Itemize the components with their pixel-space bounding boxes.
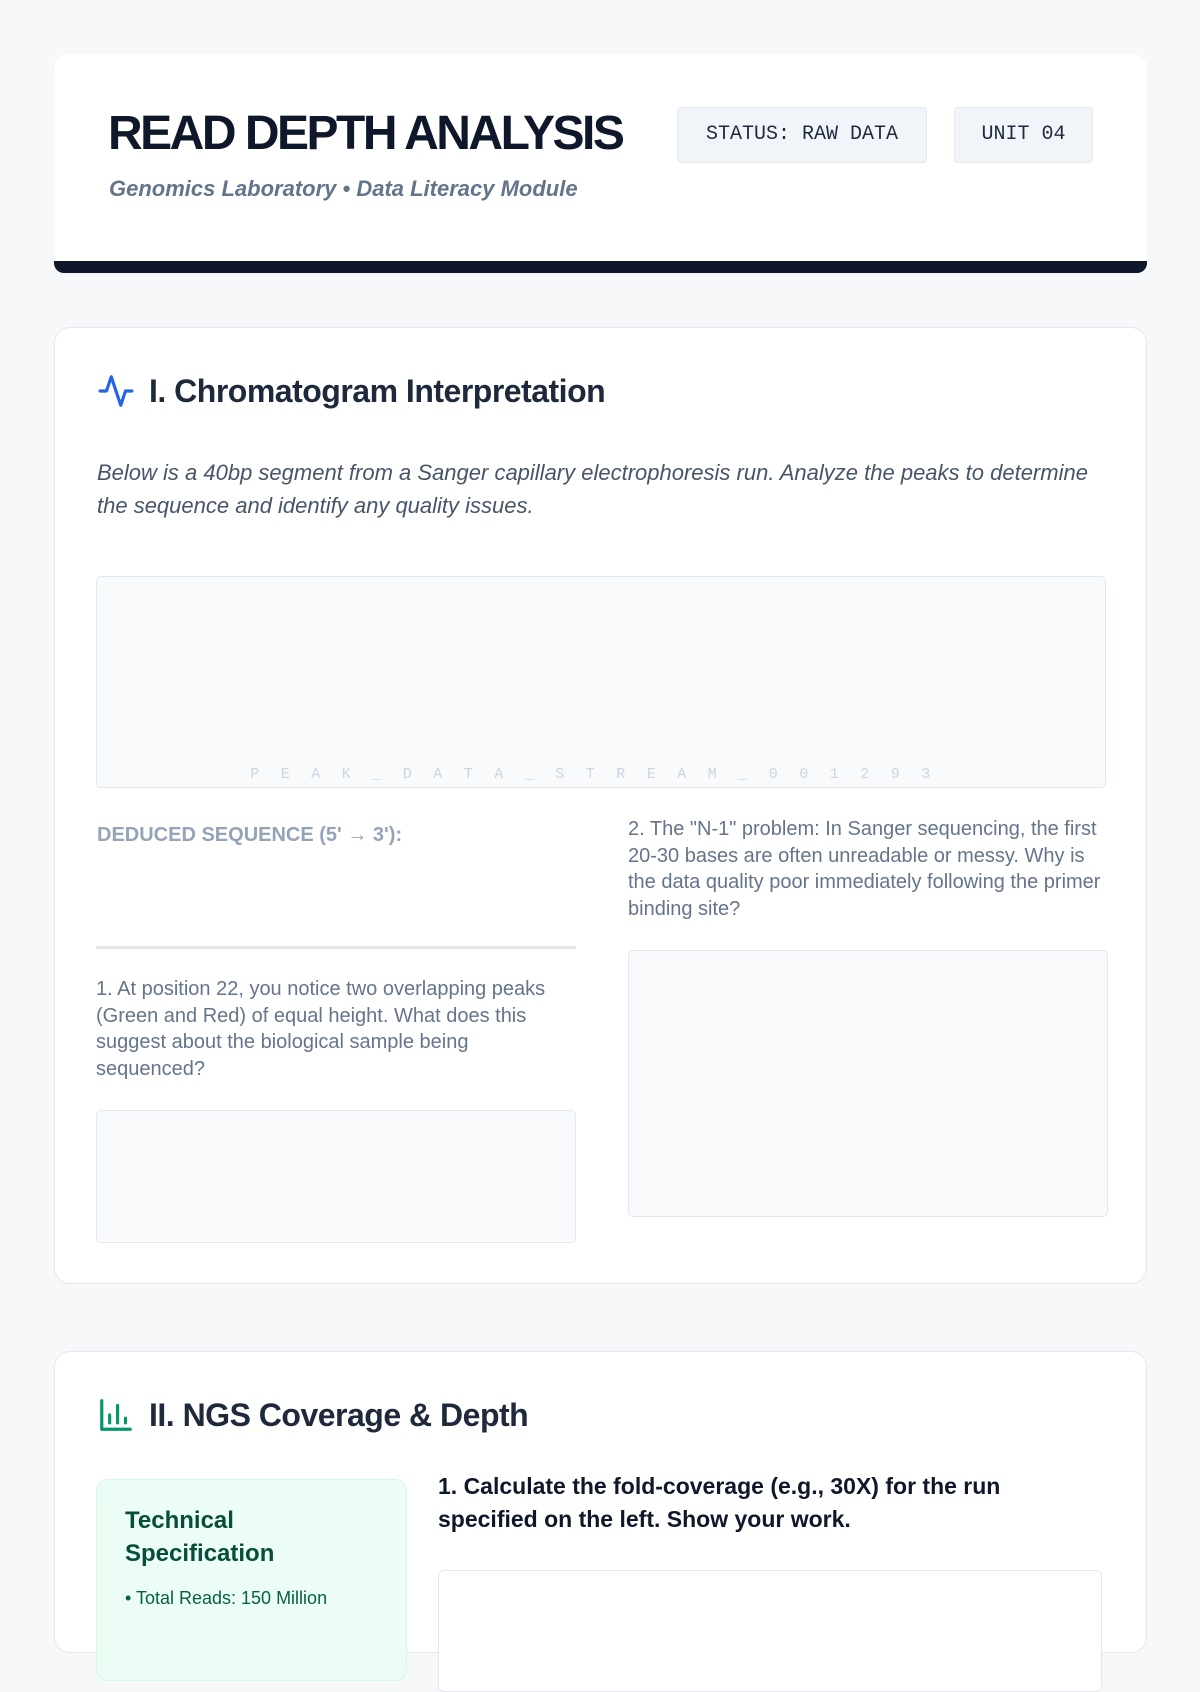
section-intro: Below is a 40bp segment from a Sanger capillary electrophoresis run. Analyze the peaks to determine the sequence and identify any quality issues. <box>97 460 1088 518</box>
section-heading-chromatogram <box>97 372 605 410</box>
deduced-sequence-label: DEDUCED SEQUENCE (5' → 3'): <box>97 824 403 846</box>
peak-data-stream-label: PEAK_DATA_STREAM_001293 <box>250 766 952 783</box>
section-heading-ngs <box>97 1396 528 1434</box>
question-2-answer-box[interactable] <box>628 950 1108 1217</box>
ngs-coverage-section <box>54 1351 1147 1653</box>
question-2-text: 2. The "N-1" problem: In Sanger sequencing, the first 20-30 bases are often unreadable or messy. Why is the data quality poor immediately following the primer binding site? <box>628 818 1101 920</box>
page-title: READ DEPTH ANALYSIS <box>108 107 623 160</box>
spec-item-total-reads: • Total Reads: 150 Million <box>125 1588 328 1608</box>
activity-pulse-icon <box>97 372 135 410</box>
coverage-question-1: 1. Calculate the fold-coverage (e.g., 30X) for the run specified on the left. Show your work. <box>438 1473 1001 1532</box>
page-subtitle: Genomics Laboratory • Data Literacy Module <box>109 176 578 201</box>
section-heading-text: II. NGS Coverage & Depth <box>149 1396 529 1433</box>
chromatogram-display <box>96 576 1106 788</box>
coverage-answer-box[interactable] <box>438 1570 1102 1692</box>
section-heading-text: I. Chromatogram Interpretation <box>149 372 606 409</box>
status-badge: STATUS: RAW DATA <box>677 107 927 163</box>
deduced-sequence-answer-line[interactable] <box>96 946 576 949</box>
technical-specification-title: Technical Specification <box>125 1507 275 1567</box>
header-card <box>54 54 1147 273</box>
chromatogram-section <box>54 327 1147 1284</box>
question-1-answer-box[interactable] <box>96 1110 576 1243</box>
technical-specification-box <box>96 1479 407 1681</box>
bar-chart-icon <box>97 1396 135 1434</box>
question-1-text: 1. At position 22, you notice two overlapping peaks (Green and Red) of equal height. What does this suggest about the biological sample being sequenced? <box>96 978 546 1080</box>
unit-badge: UNIT 04 <box>954 107 1093 163</box>
